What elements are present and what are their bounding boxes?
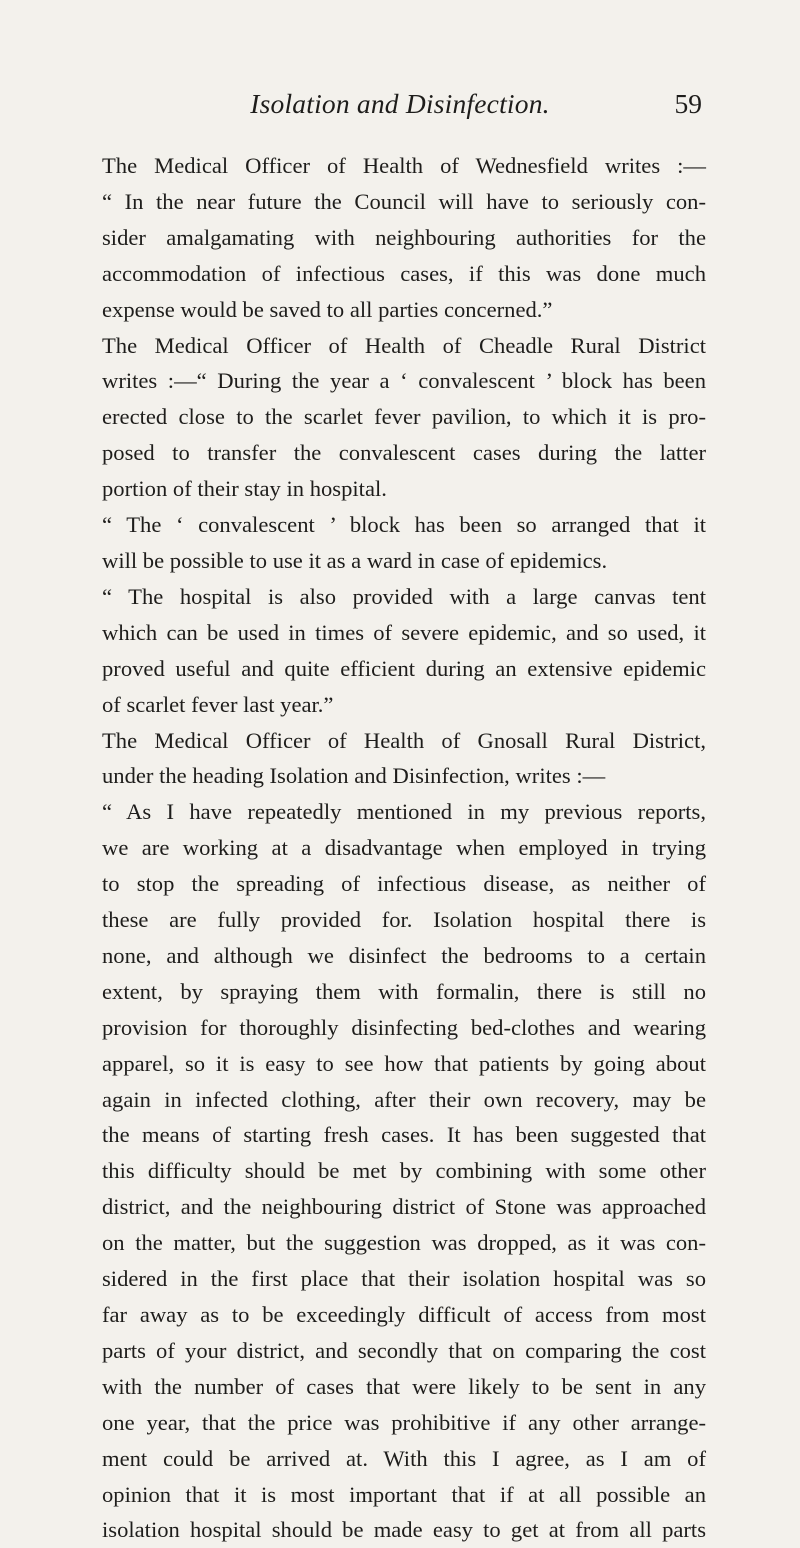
text-line: “ In the near future the Council will have to seriously con- <box>102 188 706 214</box>
text-line: “ As I have repeatedly mentioned in my previous reports, <box>102 799 706 825</box>
text-line: The Medical Officer of Health of Wednesfield writes :— <box>102 153 706 178</box>
running-title: Isolation and Disinfection. <box>250 88 550 119</box>
text-line: one year, that the price was prohibitive if any other arrange- <box>102 1409 706 1435</box>
text-line: “ The hospital is also provided with a large canvas tent <box>102 583 706 609</box>
text-line: again in infected clothing, after their own recovery, may be <box>102 1086 706 1112</box>
text-line: district, and the neighbouring district of Stone was approached <box>102 1194 706 1220</box>
text-line: portion of their stay in hospital. <box>102 476 387 502</box>
paragraph <box>102 794 706 1548</box>
text-line: provision for thoroughly disinfecting bed-clothes and wearing <box>102 1014 706 1040</box>
paragraph <box>102 723 706 795</box>
page-number: 59 <box>674 88 702 119</box>
text-line: we are working at a disadvantage when employed in trying <box>102 835 706 861</box>
text-line: will be possible to use it as a ward in case of epidemics. <box>102 547 608 573</box>
body-text <box>102 148 706 1548</box>
text-line: far away as to be exceedingly difficult of access from most <box>102 1302 706 1327</box>
text-line: none, and although we disinfect the bedrooms to a certain <box>102 942 706 968</box>
text-line: apparel, so it is easy to see how that patients by going about <box>102 1050 706 1076</box>
text-line: which can be used in times of severe epidemic, and so used, it <box>102 619 706 645</box>
text-line: The Medical Officer of Health of Gnosall Rural District, <box>102 727 706 753</box>
text-line: these are fully provided for. Isolation hospital there is <box>102 907 706 933</box>
text-line: erected close to the scarlet fever pavilion, to which it is pro- <box>102 404 706 430</box>
text-line: isolation hospital should be made easy to get at from all parts <box>102 1517 706 1543</box>
text-line: writes :—“ During the year a ‘ convalescent ’ block has been <box>102 368 706 394</box>
text-line: The Medical Officer of Health of Cheadle Rural District <box>102 332 706 358</box>
text-line: on the matter, but the suggestion was dropped, as it was con- <box>102 1230 706 1256</box>
paragraph <box>102 328 706 508</box>
page-header <box>0 88 800 128</box>
text-line: ment could be arrived at. With this I agree, as I am of <box>102 1445 706 1471</box>
text-line: sider amalgamating with neighbouring authorities for the <box>102 224 706 250</box>
text-line: sidered in the first place that their isolation hospital was so <box>102 1266 706 1292</box>
text-line: accommodation of infectious cases, if this was done much <box>102 260 706 286</box>
text-line: opinion that it is most important that if at all possible an <box>102 1481 706 1507</box>
text-line: “ The ‘ convalescent ’ block has been so arranged that it <box>102 512 706 538</box>
text-line: to stop the spreading of infectious disease, as neither of <box>102 871 706 897</box>
text-line: parts of your district, and secondly that on comparing the cost <box>102 1337 706 1363</box>
paragraph <box>102 507 706 579</box>
text-line: proved useful and quite efficient during an extensive epidemic <box>102 655 706 681</box>
text-line: this difficulty should be met by combining with some other <box>102 1158 706 1184</box>
text-line: of scarlet fever last year.” <box>102 691 334 717</box>
paragraph <box>102 148 706 328</box>
text-line: posed to transfer the convalescent cases during the latter <box>102 440 706 466</box>
text-line: with the number of cases that were likely to be sent in any <box>102 1373 706 1399</box>
text-line: extent, by spraying them with formalin, there is still no <box>102 978 706 1004</box>
text-line: expense would be saved to all parties concerned.” <box>102 296 553 322</box>
text-line: under the heading Isolation and Disinfection, writes :— <box>102 763 606 789</box>
text-line: the means of starting fresh cases. It has been suggested that <box>102 1122 706 1148</box>
paragraph <box>102 579 706 723</box>
